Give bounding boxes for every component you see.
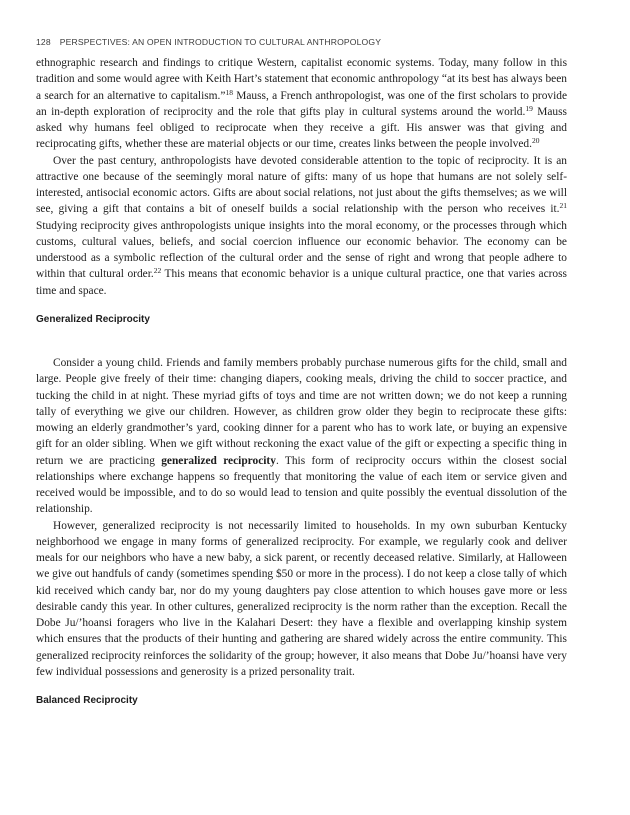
- paragraph-text: Mauss asked why humans feel obliged to reciprocate when they receive a gift. His answer was that giving and reciprocating gifts, whether these are material objects or our time, creates links between the people involved.: [36, 105, 567, 151]
- footnote-ref[interactable]: 21: [559, 201, 567, 211]
- paragraph-text: This means that economic behavior is a unique cultural practice, one that varies across time and space.: [36, 268, 567, 297]
- paragraph-text: Mauss, a French anthropologist, was one of the first scholars to provide an in-depth exploration of reciprocity and the role that gifts play in cultural systems around the world.: [36, 89, 567, 118]
- footnote-ref[interactable]: 18: [225, 87, 233, 97]
- paragraph-text: Studying reciprocity gives anthropologists unique insights into the moral economy, or the processes through which customs, cultural values, beliefs, and social coercion influence our economic behavior. The economy can be understood as a symbolic reflection of the cultural order and the sense of right and wrong that people adhere to within that cultural order.: [36, 219, 567, 281]
- section-heading-balanced: Balanced Reciprocity: [36, 695, 138, 706]
- paragraph-text: Over the past century, anthropologists have devoted considerable attention to the topic of reciprocity. It is an attractive one because of the seemingly moral nature of gifts: many of us hope that humans are not solely self-interested, antisocial economic actors. Gifts are about social relations, not just about the gifts themselves; as we will see, giving a gift that contains a bit of oneself builds a social relationship with the person who receives it.: [36, 154, 567, 216]
- paragraph-4: [36, 518, 567, 681]
- body-text: [36, 55, 567, 709]
- page-number: 128: [36, 37, 51, 47]
- book-title: PERSPECTIVES: AN OPEN INTRODUCTION TO CULTURAL ANTHROPOLOGY: [59, 37, 382, 47]
- running-head: [36, 37, 381, 47]
- section-heading-generalized: Generalized Reciprocity: [36, 313, 150, 325]
- footnote-ref[interactable]: 22: [153, 266, 162, 276]
- paragraph-text: . This form of reciprocity occurs within the closest social relationships where exchange happens so frequently that monitoring the value of each item or service given and received would be impossible, and to do so would lead to tension and quite possibly the eventual dissolution of the relationship.: [36, 454, 568, 516]
- footnote-ref[interactable]: 20: [531, 136, 540, 146]
- paragraph-text: However, generalized reciprocity is not necessarily limited to households. In my own suburban Kentucky neighborhood we engage in many forms of generalized reciprocity. For example, we regularly cook and deliver meals for our neighbors who have a new baby, a sick parent, or recently deceased relative. Similarly, at Halloween we give out handfuls of candy (sometimes spending $50 or more in the process). I do not keep a close tally of which kid received which candy bar, nor do my young daughters pay close attention to which houses gave more or less desirable candy this year. In other cultures, generalized reciprocity is the norm rather than the exception. Recall the Dobe Ju/’hoansi foragers who live in the Kalahari Desert: they have a flexible and overlapping kinship system which ensures that the products of their hunting and gathering are shared widely across the entire community. This generalized reciprocity reinforces the solidarity of the group; however, it also means that Dobe Ju/’hoansi have very few individual possessions and generosity is a prized personality trait.: [36, 519, 567, 678]
- footnote-ref[interactable]: 19: [525, 103, 533, 113]
- paragraph-text: Consider a young child. Friends and family members probably purchase numerous gifts for the child, small and large. People give freely of their time: changing diapers, cooking meals, driving the child to soccer practice, and tucking the child in at night. These myriad gifts of toys and time are not written down; we do not keep a running tally of everything we give our children. However, as children grow older they begin to reciprocate these gifts: mowing an elderly grandmother’s yard, cooking dinner for a parent who has to work late, or buying an expensive gift for an older sibling. When we gift without reckoning the exact value of the gift or expecting a specific thing in return we are practicing: [36, 357, 567, 467]
- paragraph-1: [36, 55, 567, 153]
- paragraph-text: ethnographic research and findings to critique Western, capitalist economic systems. Today, many follow in this tradition and some would agree with Keith Hart’s statement that economic anthropology “at its best has always been a search for an alternative to capitalism.”: [36, 57, 567, 102]
- paragraph-3: [36, 355, 567, 518]
- paragraph-2: [36, 153, 567, 299]
- key-term: generalized reciprocity: [161, 454, 276, 467]
